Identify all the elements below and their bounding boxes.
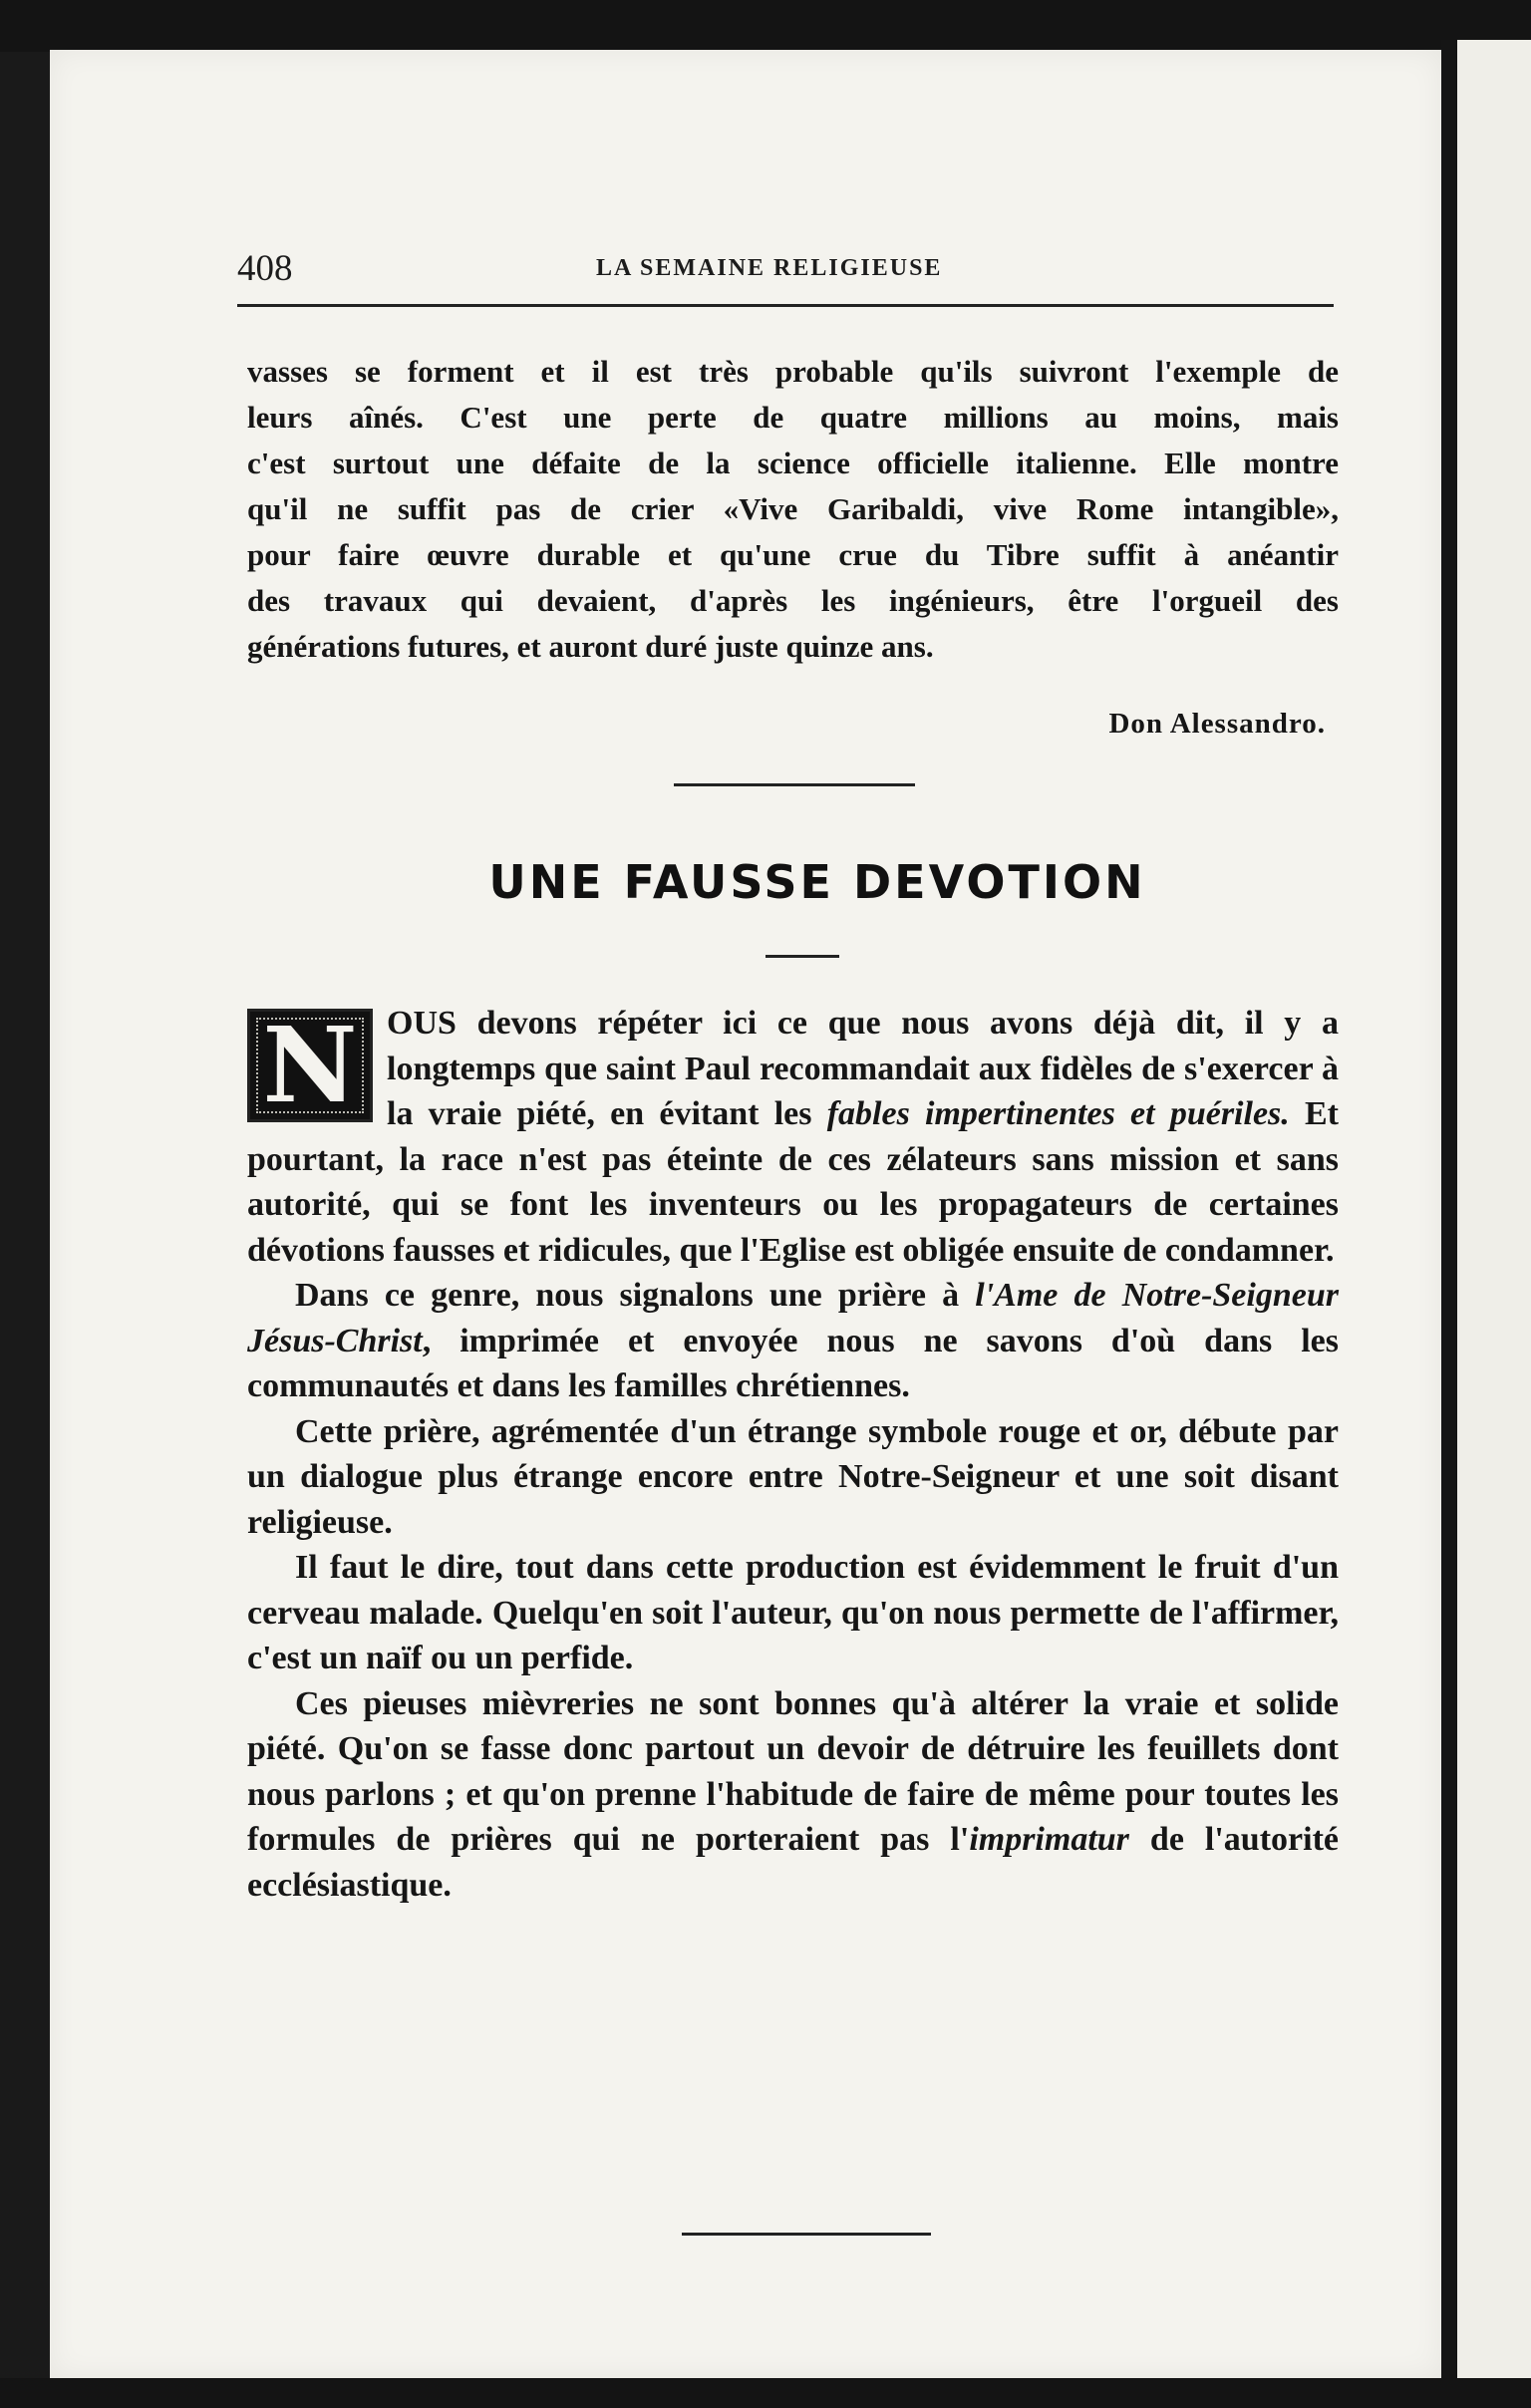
page-header — [237, 247, 1334, 297]
text-line: qu'il ne suffit pas de crier «Vive Garibaldi, vive Rome intangible», — [247, 491, 1339, 526]
paragraph-text: Dans ce genre, nous signalons une prière à — [295, 1277, 976, 1314]
text-line: pour faire œuvre durable et qu'une crue du Tibre suffit à anéantir — [247, 537, 1339, 572]
text-line: leurs aînés. C'est une perte de quatre millions au moins, mais — [247, 400, 1339, 435]
italic-phrase: imprimatur — [969, 1821, 1129, 1858]
facing-page-edge — [1457, 40, 1531, 2382]
text-line: c'est surtout une défaite de la science officielle italienne. Elle montre — [247, 446, 1339, 480]
section-separator — [674, 783, 915, 786]
paragraph-text: , imprimée et envoyée nous ne savons d'où dans les communautés et dans les familles chrétiennes. — [247, 1322, 1339, 1404]
dropcap-letter: N — [262, 1004, 358, 1126]
page-number: 408 — [237, 248, 293, 289]
paragraph: Il faut le dire, tout dans cette production est évidemment le fruit d'un cerveau malade. Quelqu'en soit l'auteur, qu'on nous permette de l'affirmer, c'est un naïf ou un perfide. — [247, 1549, 1339, 1676]
text-line: des travaux qui devaient, d'après les ingénieurs, être l'orgueil des — [247, 583, 1339, 618]
text-line: générations futures, et auront duré juste quinze ans. — [247, 629, 934, 664]
text-line: vasses se forment et il est très probable qu'ils suivront l'exemple de — [247, 354, 1339, 389]
continued-article-text — [247, 349, 1339, 670]
article-title: UNE FAUSSE DEVOTION — [488, 855, 1146, 909]
ornamental-dropcap — [247, 1004, 373, 1126]
paragraph — [247, 1273, 1339, 1409]
paragraph-text: Et pourtant, la race n'est pas éteinte de ces zélateurs sans mission et sans autorité, qui se font les inventeurs ou les propagateurs de certaines dévotions fausses et ridicules, que l'Eglise est obligée ensuite de condamner. — [247, 1095, 1339, 1269]
scan-top-border — [0, 0, 1531, 52]
scan-bottom-border — [0, 2378, 1531, 2408]
italic-phrase: fables impertinentes et puériles. — [826, 1095, 1290, 1132]
title-underline — [766, 955, 839, 958]
running-title: LA SEMAINE RELIGIEUSE — [596, 255, 943, 281]
paragraph-text: OUS devons répéter ici ce que nous avons déjà dit, il y a longtemps que saint Paul recommandait aux fidèles de s'exercer à la vraie piété, en évitant les — [387, 1005, 1339, 1132]
paragraph-text: de l'autorité ecclésiastique. — [247, 1821, 1339, 1904]
end-separator — [682, 2233, 931, 2236]
book-gutter — [1441, 40, 1457, 2382]
paragraph-text: Ces pieuses mièvreries ne sont bonnes qu'à altérer la vraie et solide piété. Qu'on se fasse donc partout un devoir de détruire les feuillets dont nous parlons ; et qu'on prenne l'habitude de faire de même pour toutes les formules de prières qui ne porteraient pas l' — [247, 1684, 1339, 1858]
author-signature: Don Alessandro. — [1108, 708, 1326, 740]
italic-phrase: l'Ame de Notre-Seigneur Jésus-Christ — [247, 1277, 1339, 1359]
paragraph — [247, 1681, 1339, 1909]
paragraph: Cette prière, agrémentée d'un étrange symbole rouge et or, débute par un dialogue plus étrange encore entre Notre-Seigneur et une soit disant religieuse. — [247, 1412, 1339, 1541]
paragraph — [247, 1001, 1339, 1273]
header-rule — [237, 304, 1334, 307]
article-body — [247, 1001, 1339, 1908]
